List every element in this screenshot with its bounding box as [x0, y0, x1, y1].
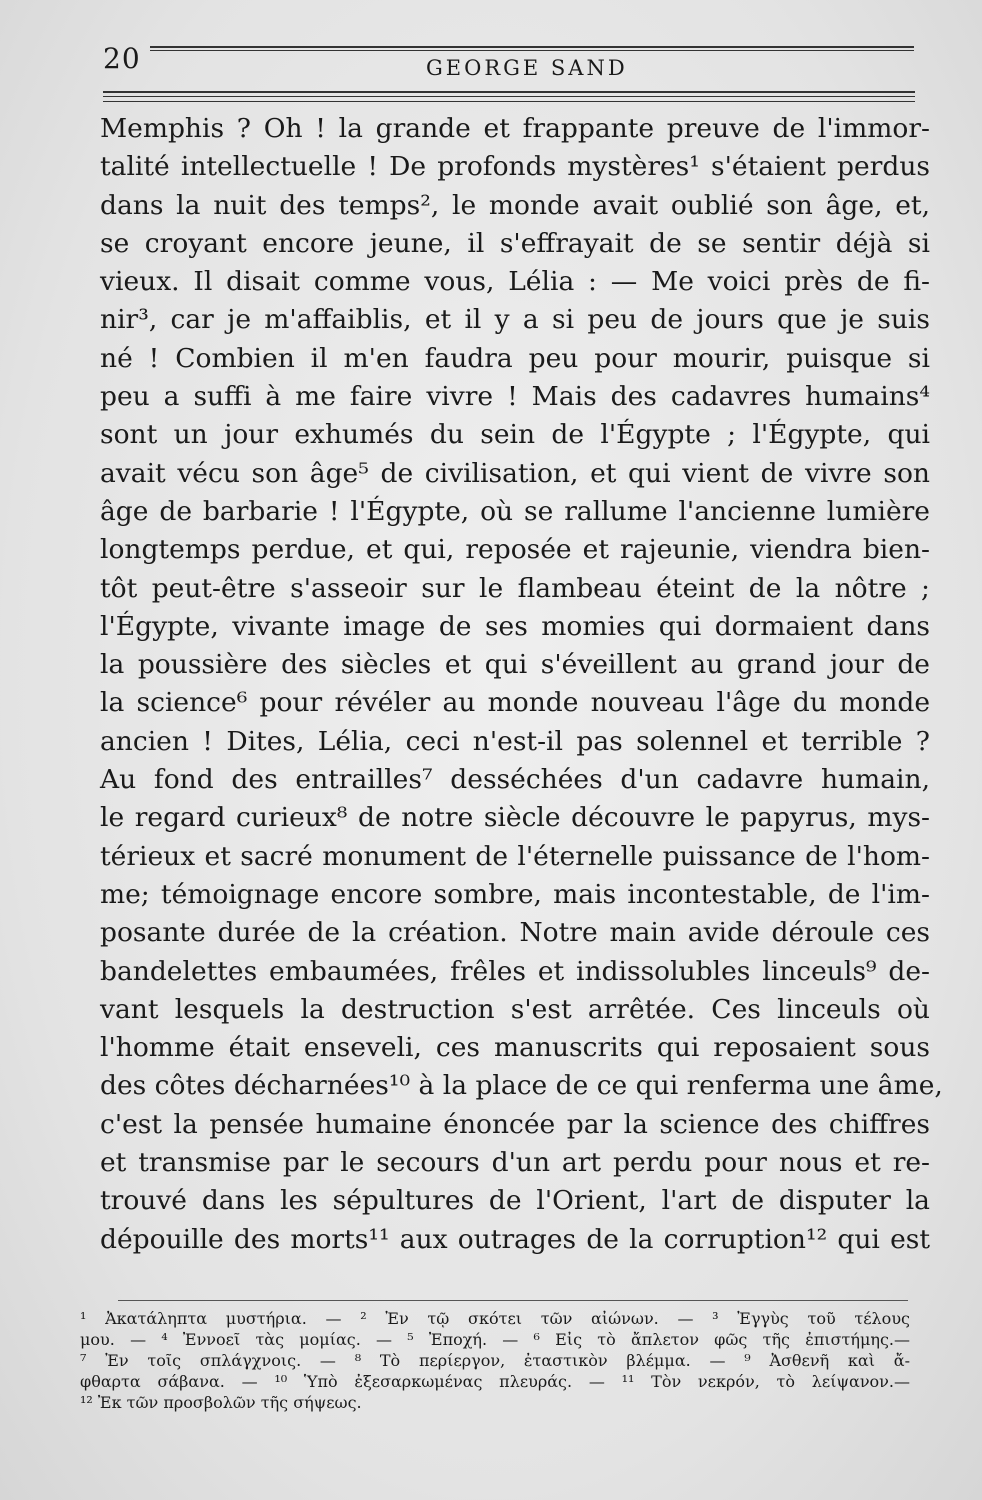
page-number: 20	[103, 42, 141, 75]
header-rule-thin	[150, 50, 914, 51]
running-head: GEORGE SAND	[426, 56, 628, 80]
footnote-line: ⁷ Ἐν τοῖς σπλάγχνοις. — ⁸ Τὸ περίεργον, ἐταστικὸν βλέμμα. — ⁹ Ἀσθενῆ καὶ ἄ-	[80, 1351, 910, 1370]
footnote-line: ¹ Ἀκατάληπτα μυστήρια. — ² Ἐν τῷ σκότει τῶν αἰώνων. — ³ Ἐγγὺς τοῦ τέλους	[80, 1309, 910, 1328]
text-line: l'homme était enseveli, ces manuscrits qui reposaient sous	[100, 1032, 930, 1064]
text-line: et transmise par le secours d'un art perdu pour nous et re-	[100, 1147, 930, 1179]
text-line: avait vécu son âge⁵ de civilisation, et qui vient de vivre son	[100, 457, 930, 489]
text-line: dans la nuit des temps², le monde avait oublié son âge, et,	[100, 189, 930, 221]
body-text	[100, 110, 943, 1259]
text-line: se croyant encore jeune, il s'effrayait de se sentir déjà si	[100, 227, 930, 259]
footnotes	[80, 1308, 910, 1413]
text-line: trouvé dans les sépultures de l'Orient, l'art de disputer la	[100, 1185, 930, 1217]
header-rule-lower-thin	[103, 96, 915, 97]
footnote-line: φθαρτα σάβανα. — ¹⁰ Ὑπὸ ἐξεσαρκωμένας πλευράς. — ¹¹ Τὸν νεκρόν, τὸ λείψανον.—	[80, 1372, 910, 1391]
text-line: la poussière des siècles et qui s'éveillent au grand jour de	[100, 649, 930, 681]
text-line: nir³, car je m'affaiblis, et il y a si peu de jours que je suis	[100, 304, 930, 336]
footnote-line: μου. — ⁴ Ἐννοεῖ τὰς μομίας. — ⁵ Ἐποχή. — ⁶ Εἰς τὸ ἄπλετον φῶς τῆς ἐπιστήμης.—	[80, 1330, 910, 1349]
text-line: le regard curieux⁸ de notre siècle découvre le papyrus, mys-	[100, 802, 930, 834]
footnote-line: ¹² Ἐκ τῶν προσβολῶν τῆς σήψεως.	[80, 1393, 362, 1412]
text-line: peu a suffi à me faire vivre ! Mais des cadavres humains⁴	[100, 381, 930, 413]
text-line: bandelettes embaumées, frêles et indissolubles linceuls⁹ de-	[100, 955, 930, 987]
text-line: tôt peut-être s'asseoir sur le flambeau éteint de la nôtre ;	[100, 572, 930, 604]
text-line: dépouille des morts¹¹ aux outrages de la corruption¹² qui est	[100, 1223, 930, 1255]
text-line: des côtes décharnées¹⁰ à la place de ce qui renferma une âme,	[100, 1070, 943, 1102]
header-rule-lower	[103, 91, 915, 93]
text-line: Au fond des entrailles⁷ desséchées d'un cadavre humain,	[100, 764, 930, 796]
text-line: l'Égypte, vivante image de ses momies qui dormaient dans	[100, 610, 930, 642]
text-line: c'est la pensée humaine énoncée par la science des chiffres	[100, 1108, 930, 1140]
text-line: posante durée de la création. Notre main avide déroule ces	[100, 917, 930, 949]
footnote-rule	[118, 1300, 908, 1301]
text-line: talité intellectuelle ! De profonds mystères¹ s'étaient perdus	[100, 151, 930, 183]
text-line: térieux et sacré monument de l'éternelle puissance de l'hom-	[100, 840, 930, 872]
text-line: sont un jour exhumés du sein de l'Égypte ; l'Égypte, qui	[100, 419, 930, 451]
header-rule-lower-thin-2	[103, 101, 915, 102]
text-line: vant lesquels la destruction s'est arrêtée. Ces linceuls où	[100, 993, 930, 1025]
text-line: me; témoignage encore sombre, mais incontestable, de l'im-	[100, 878, 930, 910]
text-line: né ! Combien il m'en faudra peu pour mourir, puisque si	[100, 342, 930, 374]
text-line: vieux. Il disait comme vous, Lélia : — Me voici près de fi-	[100, 266, 930, 298]
text-line: ancien ! Dites, Lélia, ceci n'est-il pas solennel et terrible ?	[100, 725, 930, 757]
text-line: Memphis ? Oh ! la grande et frappante preuve de l'immor-	[100, 113, 930, 144]
text-line: la science⁶ pour révéler au monde nouveau l'âge du monde	[100, 687, 930, 719]
text-line: âge de barbarie ! l'Égypte, où se rallume l'ancienne lumière	[100, 495, 930, 527]
text-line: longtemps perdue, et qui, reposée et rajeunie, viendra bien-	[100, 534, 930, 566]
header-rule	[150, 46, 914, 48]
